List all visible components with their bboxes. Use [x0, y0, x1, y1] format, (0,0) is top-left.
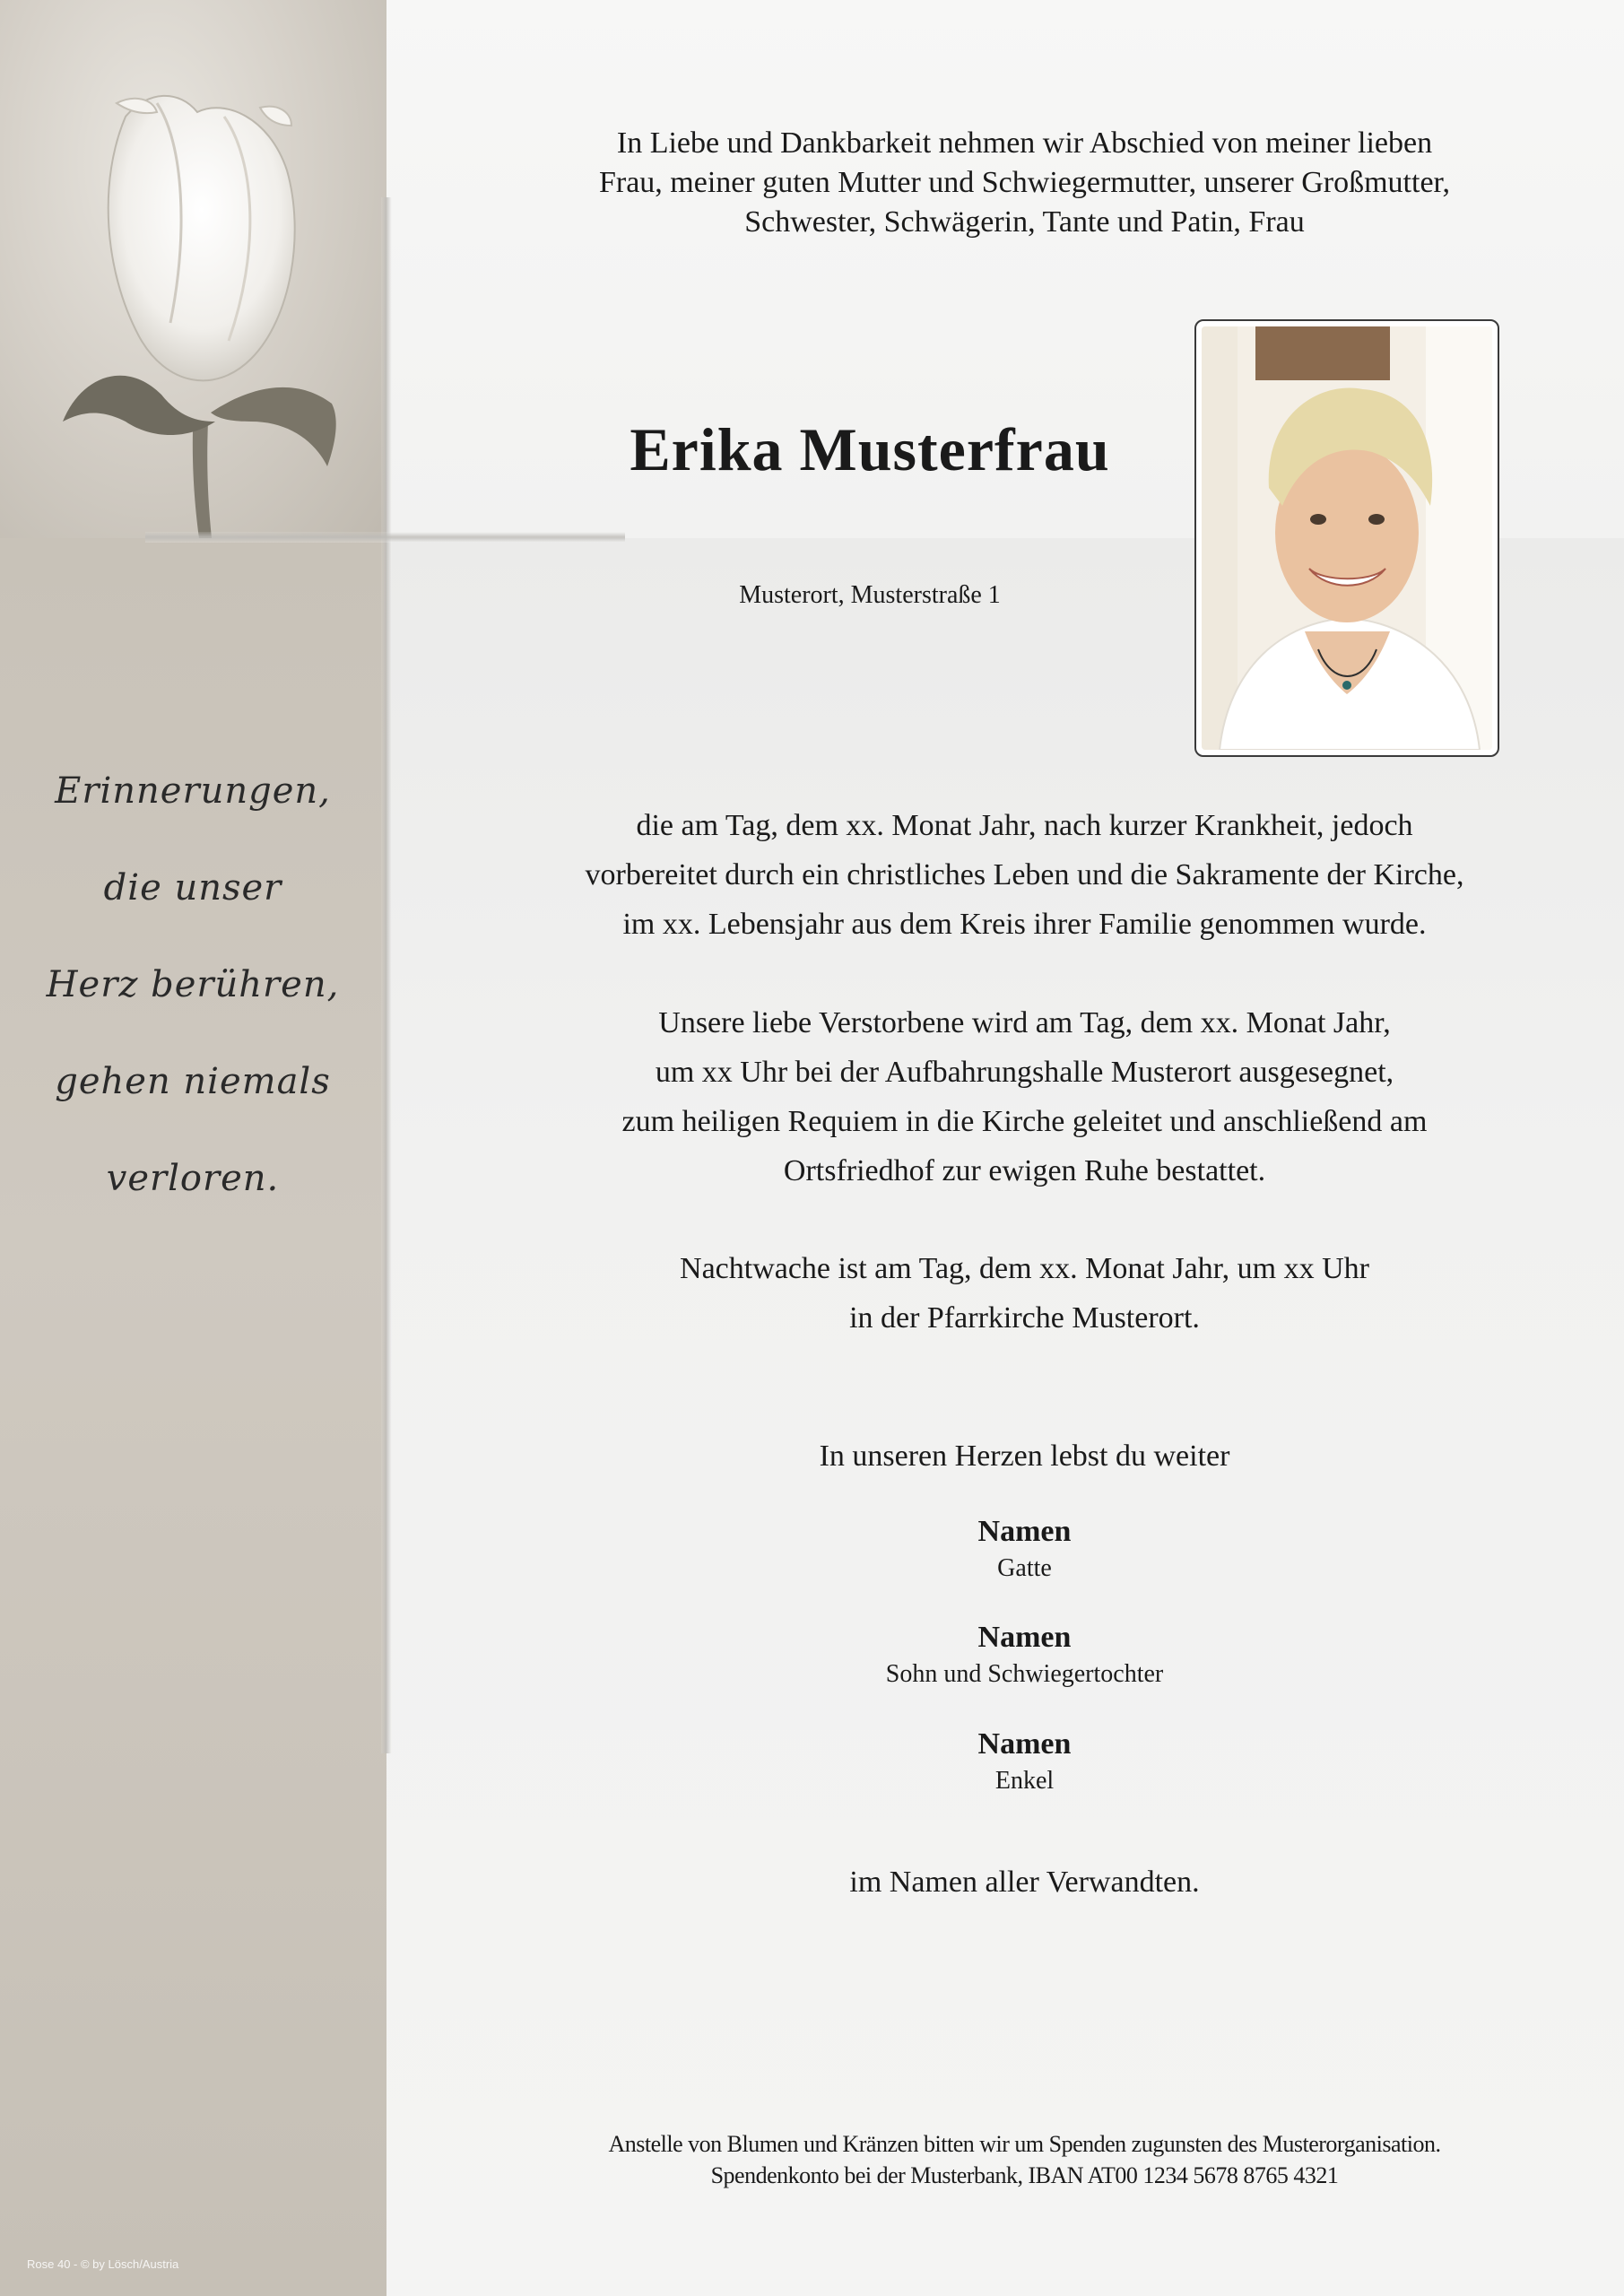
rose-icon	[0, 0, 386, 538]
family-member-name: Namen	[977, 1621, 1072, 1654]
poem-line: verloren.	[106, 1158, 280, 1199]
text-line: Ortsfriedhof zur ewigen Ruhe bestattet.	[783, 1154, 1266, 1187]
text-line: die am Tag, dem xx. Monat Jahr, nach kurzer Krankheit, jedoch	[636, 809, 1413, 842]
family-member	[717, 1725, 1332, 1798]
donation-line: Anstelle von Blumen und Kränzen bitten wir um Spenden zugunsten des Musterorganisation.	[608, 2131, 1441, 2157]
text-line: vorbereitet durch ein christliches Leben und die Sakramente der Kirche,	[585, 858, 1464, 891]
family-member-relation: Enkel	[994, 1767, 1055, 1795]
deceased-address: Musterort, Musterstraße 1	[739, 581, 1001, 609]
family-member-relation: Gatte	[997, 1554, 1052, 1582]
text-line: zum heiligen Requiem in die Kirche geleitet und anschließend am	[621, 1105, 1428, 1138]
poem-line: Erinnerungen,	[55, 770, 331, 812]
text-line: Unsere liebe Verstorbene wird am Tag, dem xx. Monat Jahr,	[658, 1006, 1391, 1039]
donation-line: Spendenkonto bei der Musterbank, IBAN AT00 1234 5678 8765 4321	[710, 2162, 1339, 2188]
text-line: um xx Uhr bei der Aufbahrungshalle Musterort ausgesegnet,	[655, 1056, 1394, 1089]
family-member-name: Namen	[977, 1727, 1072, 1761]
text-line: in der Pfarrkirche Musterort.	[849, 1301, 1200, 1335]
portrait-photo	[1202, 326, 1492, 750]
poem-line: gehen niemals	[55, 1061, 331, 1102]
funeral-paragraph	[502, 998, 1547, 1196]
rose-image	[0, 0, 386, 538]
family-member	[717, 1512, 1332, 1586]
intro-text	[538, 124, 1511, 242]
intro-line: In Liebe und Dankbarkeit nehmen wir Abschied von meiner lieben	[616, 126, 1433, 160]
closing-line: In unseren Herzen lebst du weiter	[819, 1439, 1230, 1473]
poem-line: die unser	[103, 867, 282, 909]
intro-line: Frau, meiner guten Mutter und Schwiegermutter, unserer Großmutter,	[598, 166, 1450, 199]
portrait-icon	[1202, 326, 1492, 750]
vigil-paragraph	[502, 1244, 1547, 1343]
deceased-name: Erika Musterfrau	[630, 415, 1110, 483]
signoff-line: im Namen aller Verwandten.	[849, 1866, 1200, 1899]
intro-line: Schwester, Schwägerin, Tante und Patin, Frau	[744, 205, 1305, 239]
text-line: Nachtwache ist am Tag, dem xx. Monat Jahr, um xx Uhr	[680, 1252, 1369, 1285]
family-member-name: Namen	[977, 1515, 1072, 1548]
poem-line: Herz berühren,	[46, 964, 340, 1005]
portrait-frame	[1194, 319, 1499, 757]
text-line: im xx. Lebensjahr aus dem Kreis ihrer Familie genommen wurde.	[622, 908, 1427, 941]
cross-vertical-bar	[381, 197, 392, 1753]
family-member	[717, 1618, 1332, 1692]
death-notice-paragraph	[502, 801, 1547, 949]
donation-note	[538, 2128, 1511, 2191]
memorial-poem	[36, 743, 350, 1227]
sidebar	[0, 0, 386, 2296]
family-member-relation: Sohn und Schwiegertochter	[885, 1660, 1164, 1688]
copyright-note: Rose 40 - © by Lösch/Austria	[27, 2257, 179, 2271]
cross-horizontal-bar	[145, 532, 625, 543]
